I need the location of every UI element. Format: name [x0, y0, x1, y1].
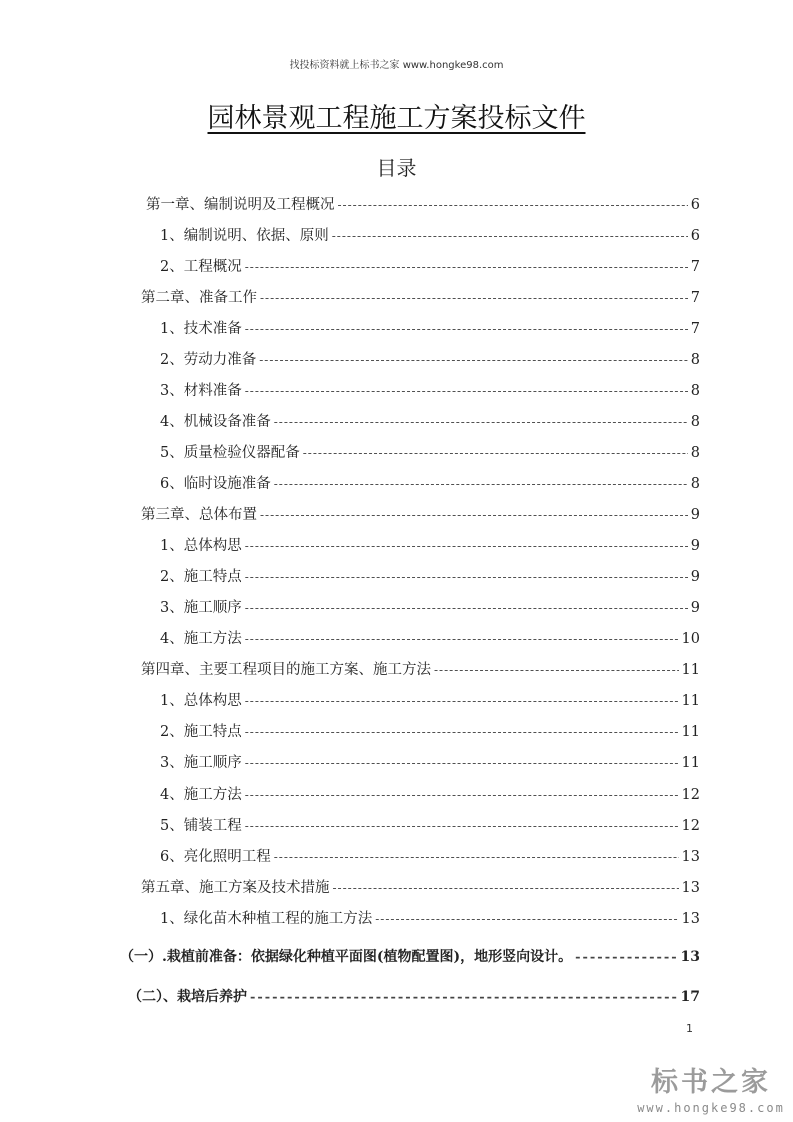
toc-leader — [274, 846, 679, 868]
toc-leader — [245, 256, 688, 278]
toc-entry[interactable] — [141, 504, 700, 526]
toc-entry[interactable] — [160, 628, 700, 650]
toc-leader — [245, 318, 688, 340]
logo-mark: 标书之家 — [651, 1067, 771, 1098]
toc-leader — [250, 987, 678, 1009]
toc-entry-label: 5、质量检验仪器配备 — [160, 445, 300, 461]
toc-entry[interactable] — [160, 256, 700, 278]
toc-entry-page: 17 — [680, 989, 700, 1005]
toc-entry-label: 6、临时设施准备 — [160, 476, 271, 492]
toc-entry[interactable] — [160, 690, 700, 712]
toc-entry[interactable] — [160, 411, 700, 433]
toc-entry[interactable] — [160, 566, 700, 588]
toc-entry-page: 11 — [681, 755, 700, 771]
toc-leader — [274, 411, 688, 433]
brand-logo — [636, 1060, 786, 1115]
logo-url: www.hongke98.com — [637, 1101, 785, 1115]
toc-entry-label: 1、技术准备 — [160, 321, 242, 337]
toc-entry[interactable] — [160, 784, 700, 806]
toc-leader — [333, 877, 679, 899]
toc-leader — [303, 442, 688, 464]
toc-entry-page: 13 — [681, 911, 700, 927]
toc-entry-page: 7 — [690, 290, 700, 306]
toc-entry-label: 2、工程概况 — [160, 259, 242, 275]
toc-entry-label: 4、机械设备准备 — [160, 414, 271, 430]
toc-leader — [245, 535, 688, 557]
document-title: 园林景观工程施工方案投标文件 — [207, 103, 586, 134]
toc-heading: 目录 — [376, 156, 417, 180]
toc-entry-page: 8 — [690, 445, 700, 461]
toc-leader — [260, 287, 688, 309]
toc-entry-page: 12 — [681, 787, 700, 803]
toc-entry[interactable] — [160, 318, 700, 340]
toc-entry-page: 13 — [680, 949, 700, 965]
toc-entry-label: 1、编制说明、依据、原则 — [160, 228, 329, 244]
toc-entry-page: 7 — [690, 321, 700, 337]
toc-entry[interactable] — [160, 349, 700, 371]
toc-leader — [245, 784, 679, 806]
toc-leader — [245, 566, 688, 588]
toc-leader — [338, 194, 688, 216]
toc-leader — [260, 504, 688, 526]
toc-entry[interactable] — [160, 752, 700, 774]
toc-entry-label: 第一章、编制说明及工程概况 — [146, 197, 335, 213]
toc-entry[interactable] — [128, 986, 700, 1008]
toc-leader — [332, 225, 688, 247]
toc-entry-label: 1、绿化苗木种植工程的施工方法 — [160, 911, 373, 927]
toc-entry[interactable] — [160, 597, 700, 619]
toc-entry-page: 7 — [690, 259, 700, 275]
toc-entry-label: 1、总体构思 — [160, 538, 242, 554]
toc-entry[interactable] — [160, 908, 700, 930]
toc-leader — [434, 659, 679, 681]
toc-entry-label: 2、劳动力准备 — [160, 352, 257, 368]
toc-entry[interactable] — [160, 225, 700, 247]
toc-entry[interactable] — [160, 721, 700, 743]
toc-entry-page: 8 — [690, 476, 700, 492]
toc-entry[interactable] — [160, 380, 700, 402]
page-header: 找投标资料就上标书之家 www.hongke98.com — [289, 60, 504, 71]
toc-entry-label: 第三章、总体布置 — [141, 507, 257, 523]
toc-leader — [245, 721, 679, 743]
toc-leader — [274, 473, 688, 495]
toc-entry-page: 9 — [690, 600, 700, 616]
toc-entry-label: 3、材料准备 — [160, 383, 242, 399]
toc-entry-page: 8 — [690, 414, 700, 430]
toc-entry-label: 6、亮化照明工程 — [160, 849, 271, 865]
toc-leader — [245, 690, 679, 712]
toc-leader — [245, 752, 679, 774]
toc-entry-page: 9 — [690, 538, 700, 554]
toc-entry-page: 8 — [690, 383, 700, 399]
toc-entry[interactable] — [141, 659, 700, 681]
toc-entry[interactable] — [160, 442, 700, 464]
toc-entry[interactable] — [160, 815, 700, 837]
toc-entry-label: 3、施工顺序 — [160, 600, 242, 616]
toc-leader — [375, 908, 678, 930]
toc-leader — [245, 597, 688, 619]
toc-leader — [259, 349, 688, 371]
toc-entry[interactable] — [120, 946, 700, 968]
toc-entry-label: 第四章、主要工程项目的施工方案、施工方法 — [141, 662, 431, 678]
toc-entry-page: 11 — [681, 724, 700, 740]
toc-entry-page: 12 — [681, 818, 700, 834]
toc-entry-label: 3、施工顺序 — [160, 755, 242, 771]
toc-entry-label: （二）、栽培后养护 — [128, 989, 247, 1005]
toc-entry[interactable] — [146, 194, 700, 216]
toc-entry[interactable] — [141, 287, 700, 309]
toc-entry-label: 5、铺装工程 — [160, 818, 242, 834]
toc-leader — [575, 947, 677, 969]
toc-entry-label: （一）.栽植前准备：依据绿化种植平面图(植物配置图)，地形竖向设计。 — [120, 949, 573, 965]
toc-entry-page: 11 — [681, 662, 700, 678]
toc-entry-label: 2、施工特点 — [160, 724, 242, 740]
toc-entry-page: 10 — [681, 631, 700, 647]
toc-leader — [245, 380, 688, 402]
toc-entry[interactable] — [160, 846, 700, 868]
toc-entry-label: 4、施工方法 — [160, 631, 242, 647]
toc-entry[interactable] — [141, 877, 700, 899]
toc-entry[interactable] — [160, 535, 700, 557]
toc-entry-label: 4、施工方法 — [160, 787, 242, 803]
toc-entry-page: 11 — [681, 693, 700, 709]
toc-entry-label: 第五章、施工方案及技术措施 — [141, 880, 330, 896]
page-number: 1 — [686, 1022, 693, 1035]
toc-entry-page: 8 — [690, 352, 700, 368]
toc-entry-label: 1、总体构思 — [160, 693, 242, 709]
toc-entry-label: 2、施工特点 — [160, 569, 242, 585]
toc-leader — [245, 628, 679, 650]
toc-entry-page: 6 — [690, 228, 700, 244]
toc-entry-page: 9 — [690, 507, 700, 523]
toc-entry-page: 13 — [681, 880, 700, 896]
toc-entry-page: 9 — [690, 569, 700, 585]
toc-entry[interactable] — [160, 473, 700, 495]
toc-leader — [245, 815, 679, 837]
toc-entry-page: 6 — [690, 197, 700, 213]
toc-entry-label: 第二章、准备工作 — [141, 290, 257, 306]
toc-entry-page: 13 — [681, 849, 700, 865]
